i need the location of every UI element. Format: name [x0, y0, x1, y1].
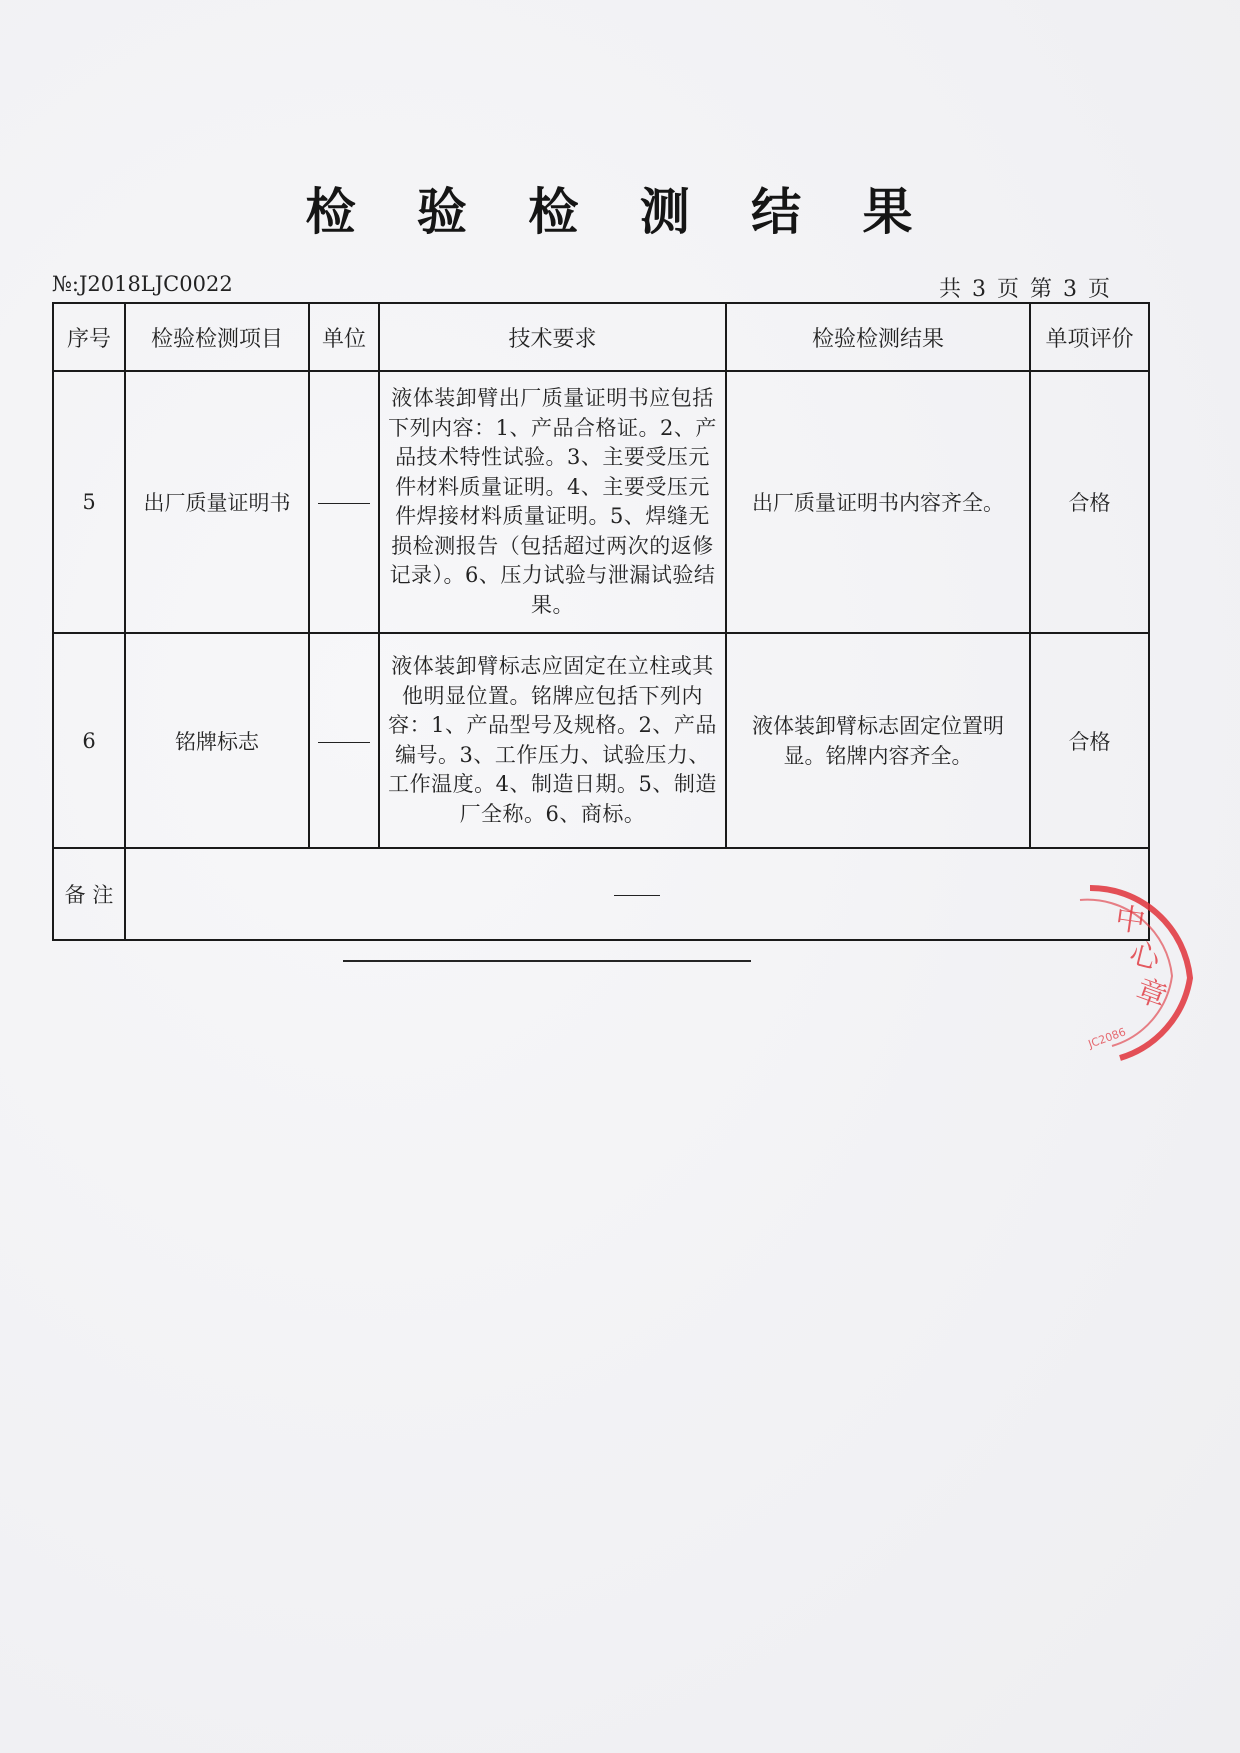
- row-seq: 6: [53, 633, 125, 848]
- header-unit: 单位: [309, 303, 379, 371]
- page-count: 共 3 页 第 3 页: [939, 277, 1112, 302]
- unit-dash: [318, 742, 370, 743]
- header-item: 检验检测项目: [125, 303, 309, 371]
- page-title: 检 验 检 测 结 果: [305, 182, 935, 241]
- seal-stamp: [1050, 858, 1210, 1068]
- remark-dash: [614, 895, 660, 896]
- row-evaluation: 合格: [1030, 633, 1149, 848]
- table-row: [53, 371, 1149, 633]
- row-requirement: 液体装卸臂出厂质量证明书应包括下列内容：1、产品合格证。2、产品技术特性试验。3、主要受压元件材料质量证明。4、主要受压元件焊接材料质量证明。5、焊缝无损检测报告（包括超过两次的返修记录）。6、压力试验与泄漏试验结果。: [379, 371, 726, 633]
- header-result: 检验检测结果: [726, 303, 1030, 371]
- row-item: 铭牌标志: [125, 633, 309, 848]
- stamp-code: JC2086: [1086, 1025, 1128, 1051]
- header-requirement: 技术要求: [379, 303, 726, 371]
- document-number: №:J2018LJC0022: [52, 272, 233, 296]
- header-seq: 序号: [53, 303, 125, 371]
- svg-text:章: 章: [1131, 972, 1172, 1016]
- row-unit: [309, 633, 379, 848]
- row-unit: [309, 371, 379, 633]
- unit-dash: [318, 503, 370, 504]
- end-line: [343, 960, 751, 962]
- row-result: 液体装卸臂标志固定位置明显。铭牌内容齐全。: [726, 633, 1030, 848]
- row-seq: 5: [53, 371, 125, 633]
- header-evaluation: 单项评价: [1030, 303, 1149, 371]
- row-result: 出厂质量证明书内容齐全。: [726, 371, 1030, 633]
- table-row: [53, 633, 1149, 848]
- table-header-row: [53, 303, 1149, 371]
- row-item: 出厂质量证明书: [125, 371, 309, 633]
- svg-text:中: 中: [1112, 901, 1148, 941]
- remark-label: 备 注: [53, 848, 125, 940]
- remark-row: [53, 848, 1149, 940]
- results-table: [52, 302, 1150, 941]
- row-evaluation: 合格: [1030, 371, 1149, 633]
- row-requirement: 液体装卸臂标志应固定在立柱或其他明显位置。铭牌应包括下列内容：1、产品型号及规格。2、产品编号。3、工作压力、试验压力、工作温度。4、制造日期。5、制造厂全称。6、商标。: [379, 633, 726, 848]
- remark-value: [125, 848, 1149, 940]
- svg-text:心: 心: [1126, 935, 1164, 978]
